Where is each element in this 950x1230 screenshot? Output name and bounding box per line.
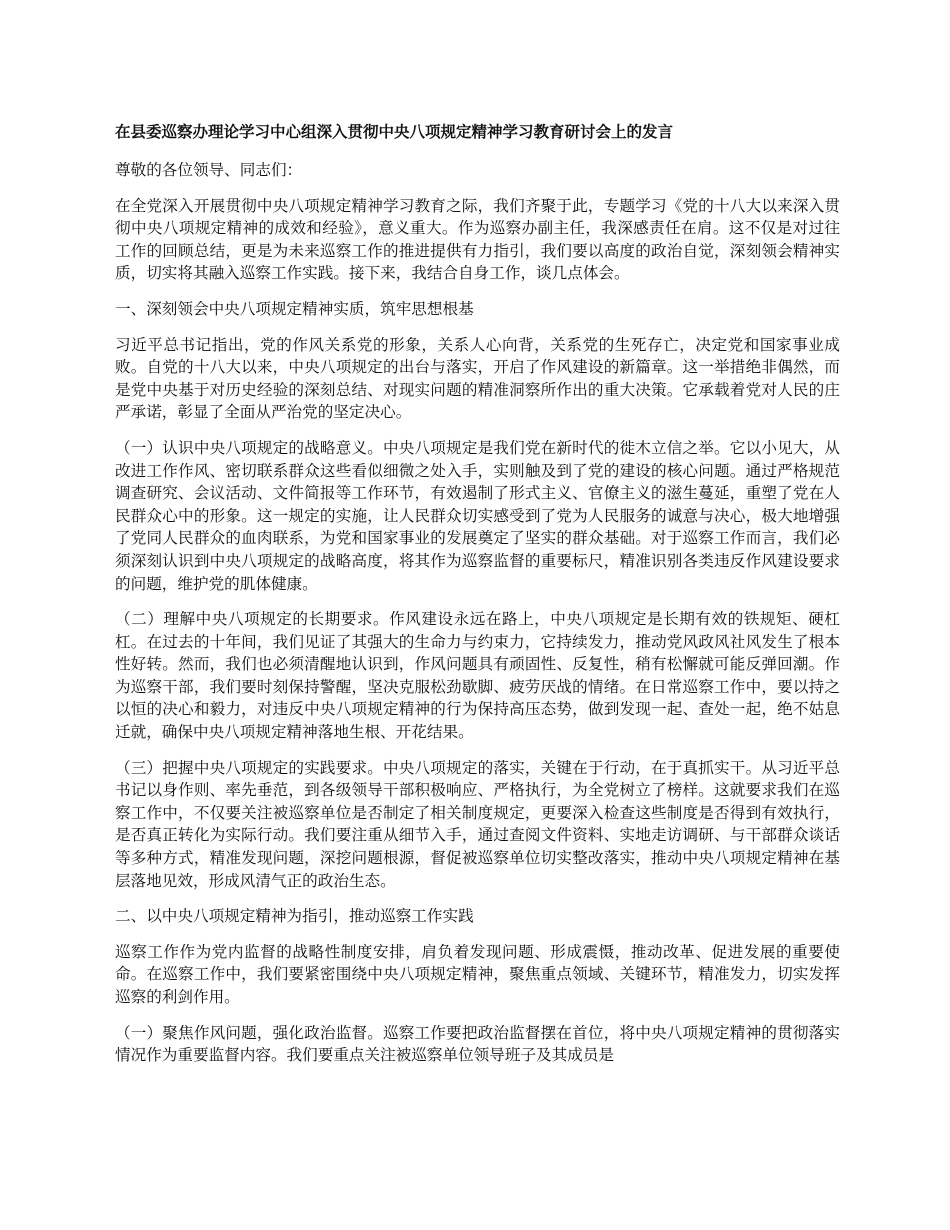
body-paragraph: 习近平总书记指出，党的作风关系党的形象，关系人心向背，关系党的生死存亡，决定党和国家事业成败。自党的十八大以来，中央八项规定的出台与落实，开启了作风建设的新篇章。这一举措绝非偶然，而是党中央基于对历史经验的深刻总结、对现实问题的精准洞察所作出的重大决策。它承载着党对人民的庄严承诺，彰显了全面从严治党的坚定决心。 <box>115 335 840 422</box>
subsection-paragraph-2-1: （一）聚焦作风问题，强化政治监督。巡察工作要把政治监督摆在首位，将中央八项规定精神的贯彻落实情况作为重要监督内容。我们要重点关注被巡察单位领导班子及其成员是 <box>115 1023 840 1065</box>
document-title: 在县委巡察办理论学习中心组深入贯彻中央八项规定精神学习教育研讨会上的发言 <box>115 123 674 141</box>
intro-paragraph: 在全党深入开展贯彻中央八项规定精神学习教育之际，我们齐聚于此，专题学习《党的十八大以来深入贯彻中央八项规定精神的成效和经验》，意义重大。作为巡察办副主任，我深感责任在肩。这不仅是对过往工作的回顾总结，更是为未来巡察工作的推进提供有力指引，我们要以高度的政治自觉，深刻领会精神实质，切实将其融入巡察工作实践。接下来，我结合自身工作，谈几点体会。 <box>115 196 840 283</box>
body-paragraph: 巡察工作作为党内监督的战略性制度安排，肩负着发现问题、形成震慑，推动改革、促进发展的重要使命。在巡察工作中，我们要紧密围绕中央八项规定精神，聚焦重点领域、关键环节，精准发力，切实发挥巡察的利剑作用。 <box>115 942 840 1006</box>
section-heading-1: 一、深刻领会中央八项规定精神实质，筑牢思想根基 <box>115 299 474 318</box>
salutation: 尊敬的各位领导、同志们： <box>115 161 303 179</box>
subsection-paragraph-1-1: （一）认识中央八项规定的战略意义。中央八项规定是我们党在新时代的徙木立信之举。它以小见大，从改进工作作风、密切联系群众这些看似细微之处入手，实则触及到了党的建设的核心问题。通过严格规范调查研究、会议活动、文件简报等工作环节，有效遏制了形式主义、官僚主义的滋生蔓延，重塑了党在人民群众心中的形象。这一规定的实施，让人民群众切实感受到了党为人民服务的诚意与决心，极大地增强了党同人民群众的血肉联系，为党和国家事业的发展奠定了坚实的群众基础。对于巡察工作而言，我们必须深刻认识到中央八项规定的战略高度，将其作为巡察监督的重要标尺，精准识别各类违反作风建设要求的问题，维护党的肌体健康。 <box>115 438 840 593</box>
subsection-paragraph-1-2: （二）理解中央八项规定的长期要求。作风建设永远在路上，中央八项规定是长期有效的铁规矩、硬杠杠。在过去的十年间，我们见证了其强大的生命力与约束力，它持续发力，推动党风政风社风发生了根本性好转。然而，我们也必须清醒地认识到，作风问题具有顽固性、反复性，稍有松懈就可能反弹回潮。作为巡察干部，我们要时刻保持警醒，坚决克服松劲歇脚、疲劳厌战的情绪。在日常巡察工作中，要以持之以恒的决心和毅力，对违反中央八项规定精神的行为保持高压态势，做到发现一起、查处一起，绝不姑息迁就，确保中央八项规定精神落地生根、开花结果。 <box>115 610 840 742</box>
subsection-paragraph-1-3: （三）把握中央八项规定的实践要求。中央八项规定的落实，关键在于行动，在于真抓实干。从习近平总书记以身作则、率先垂范，到各级领导干部积极响应、严格执行，为全党树立了榜样。这就要求我们在巡察工作中，不仅要关注被巡察单位是否制定了相关制度规定，更要深入检查这些制度是否得到有效执行，是否真正转化为实际行动。我们要注重从细节入手，通过查阅文件资料、实地走访调研、与干部群众谈话等多种方式，精准发现问题，深挖问题根源，督促被巡察单位切实整改落实，推动中央八项规定精神在基层落地见效，形成风清气正的政治生态。 <box>115 758 840 890</box>
document-body <box>115 120 840 1080</box>
section-heading-2: 二、以中央八项规定精神为指引，推动巡察工作实践 <box>115 907 474 926</box>
